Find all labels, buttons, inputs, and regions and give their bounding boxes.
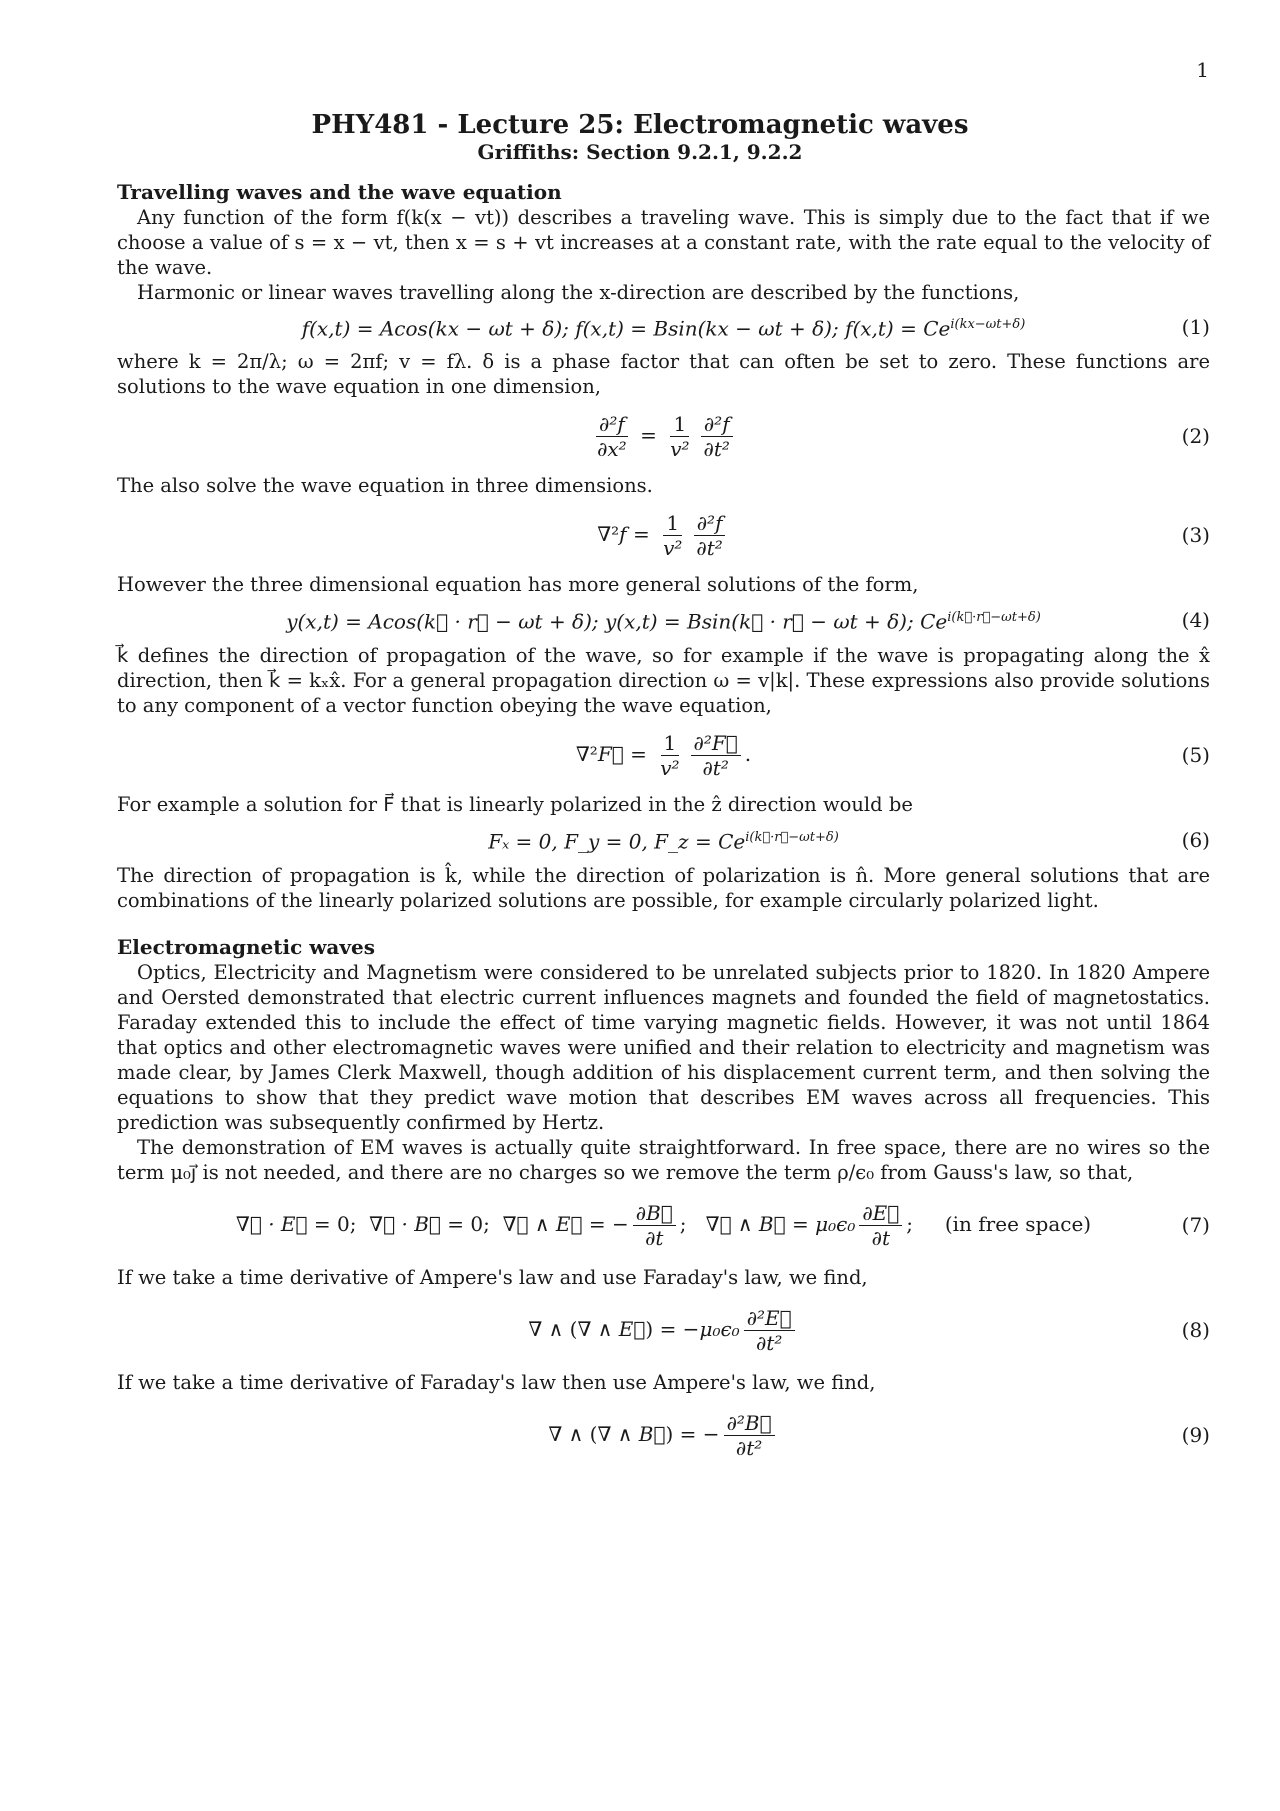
paragraph: Harmonic or linear waves travelling along the x-direction are described by the functions, — [137, 281, 1020, 304]
paragraph: If we take a time derivative of Faraday's law then use Ampere's law, we find, — [117, 1371, 876, 1394]
equation-2: $\frac{\text{∂²f}}{\text{∂x²}}$ = $\frac{1}{\text{v²}}$ $\frac{\text{∂²f}}{\text{∂t²}}$ (2) — [597, 411, 1210, 461]
page-title: PHY481 - Lecture 25: Electromagnetic waves — [311, 110, 969, 140]
equation-6 — [117, 817, 1210, 863]
paragraph: For example a solution for F⃗ that is linearly polarized in the ẑ direction would be — [117, 793, 913, 816]
section-heading-travelling-waves: Travelling waves and the wave equation — [117, 180, 562, 204]
equation-number: (9) — [1181, 1422, 1210, 1447]
paragraph: k⃗ defines the direction of propagation of the wave, so for example if the wave is propagating along the x̂ direction, then k⃗ = kₓx̂. For a general propagation direction ω = v|k|. These expressions also provide solutions to any component of a vector function obeying the wave equation, — [117, 644, 1210, 717]
equation-number: (3) — [1181, 522, 1210, 547]
paragraph: Any function of the form f(k(x − vt)) describes a traveling wave. This is simply due to the fact that if we choose a value of s = x − vt, then x = s + vt increases at a constant rate, with the rate equal to the velocity of the wave. — [117, 206, 1210, 279]
equation-6-text: Fₓ = 0, F_y = 0, F_z = Ce — [488, 829, 746, 854]
equation-6-exponent: i(k⃗·r⃗−ωt+δ) — [745, 830, 839, 846]
equation-4 — [117, 597, 1210, 643]
equation-number: (5) — [1181, 742, 1210, 767]
equation-4-text: y(x,t) = Acos(k⃗ · r⃗ − ωt + δ); y(x,t) = Bsin(k⃗ · r⃗ − ωt + δ); Ce — [286, 609, 948, 634]
main-content — [117, 180, 1210, 1475]
equation-1 — [117, 305, 1210, 349]
page-number: 1 — [1196, 58, 1209, 82]
equation-1-text: f(x,t) = Acos(kx − ωt + δ); f(x,t) = Bsin(kx − ωt + δ); f(x,t) = Ce — [301, 316, 951, 341]
paragraph: The also solve the wave equation in three dimensions. — [117, 474, 653, 497]
equation-1-exponent: i(kx−ωt+δ) — [950, 317, 1026, 333]
paragraph: The demonstration of EM waves is actually quite straightforward. In free space, there are no wires so the term μ₀j⃗ is not needed, and there are no charges so we remove the term ρ/ϵ₀ from Gauss's law, so that, — [117, 1136, 1210, 1184]
equation-number: (4) — [1181, 607, 1210, 632]
equation-5: ∇²F⃗ = $\frac{1}{\text{v²}}$ $\frac{\text{∂²F⃗}}{\text{∂t²}}$ . (5) — [575, 730, 1210, 780]
paragraph: The direction of propagation is k̂, while the direction of polarization is n̂. More general solutions that are combinations of the linearly polarized solutions are possible, for example circularly polarized light. — [117, 864, 1210, 912]
equation-9: ∇ ∧ (∇ ∧ B⃗) = − $\frac{\text{∂²B⃗}}{\text{∂t²}}$ (9) — [548, 1410, 1210, 1460]
equation-number: (1) — [1181, 314, 1210, 339]
paragraph: Optics, Electricity and Magnetism were considered to be unrelated subjects prior to 1820. In 1820 Ampere and Oersted demonstrated that electric current influences magnets and founded the field of magnetostatics. Faraday extended this to include the effect of time varying magnetic fields. However, it was not until 1864 that optics and other electromagnetic waves were unified and their relation to electricity and magnetism was made clear, by James Clerk Maxwell, though addition of his displacement current term, and then solving the equations to show that they predict wave motion that describes EM waves across all frequencies. This prediction was subsequently confirmed by Hertz. — [117, 961, 1210, 1134]
equation-7: ∇⃗ · E⃗ = 0; ∇⃗ · B⃗ = 0; ∇⃗ ∧ E⃗ = − $\frac{\partial B⃗}{\partial t}$ ; ∇⃗ ∧ B⃗ = μ₀ϵ₀ $\frac{\partial E⃗}{\partial t}$ ; (in free space) (7) — [235, 1200, 1210, 1250]
paragraph: However the three dimensional equation has more general solutions of the form, — [117, 573, 919, 596]
equation-4-exponent: i(k⃗·r⃗−ωt+δ) — [947, 610, 1041, 626]
section-heading-electromagnetic-waves: Electromagnetic waves — [117, 935, 375, 959]
paragraph: If we take a time derivative of Ampere's law and use Faraday's law, we find, — [117, 1266, 868, 1289]
equation-number: (8) — [1181, 1317, 1210, 1342]
page-subtitle: Griffiths: Section 9.2.1, 9.2.2 — [477, 140, 803, 164]
equation-number: (6) — [1181, 827, 1210, 852]
equation-number: (7) — [1181, 1212, 1210, 1237]
equation-7-note: (in free space) — [944, 1211, 1092, 1236]
equation-3: ∇²f = $\frac{1}{\text{v²}}$ $\frac{\text{∂²f}}{\text{∂t²}}$ (3) — [597, 510, 1210, 560]
equation-8: ∇ ∧ (∇ ∧ E⃗) = −μ₀ϵ₀ $\frac{\text{∂²E⃗}}{\text{∂t²}}$ (8) — [528, 1305, 1210, 1355]
paragraph: where k = 2π/λ; ω = 2πf; v = fλ. δ is a phase factor that can often be set to zero. These functions are solutions to the wave equation in one dimension, — [117, 350, 1210, 398]
equation-number: (2) — [1181, 423, 1210, 448]
